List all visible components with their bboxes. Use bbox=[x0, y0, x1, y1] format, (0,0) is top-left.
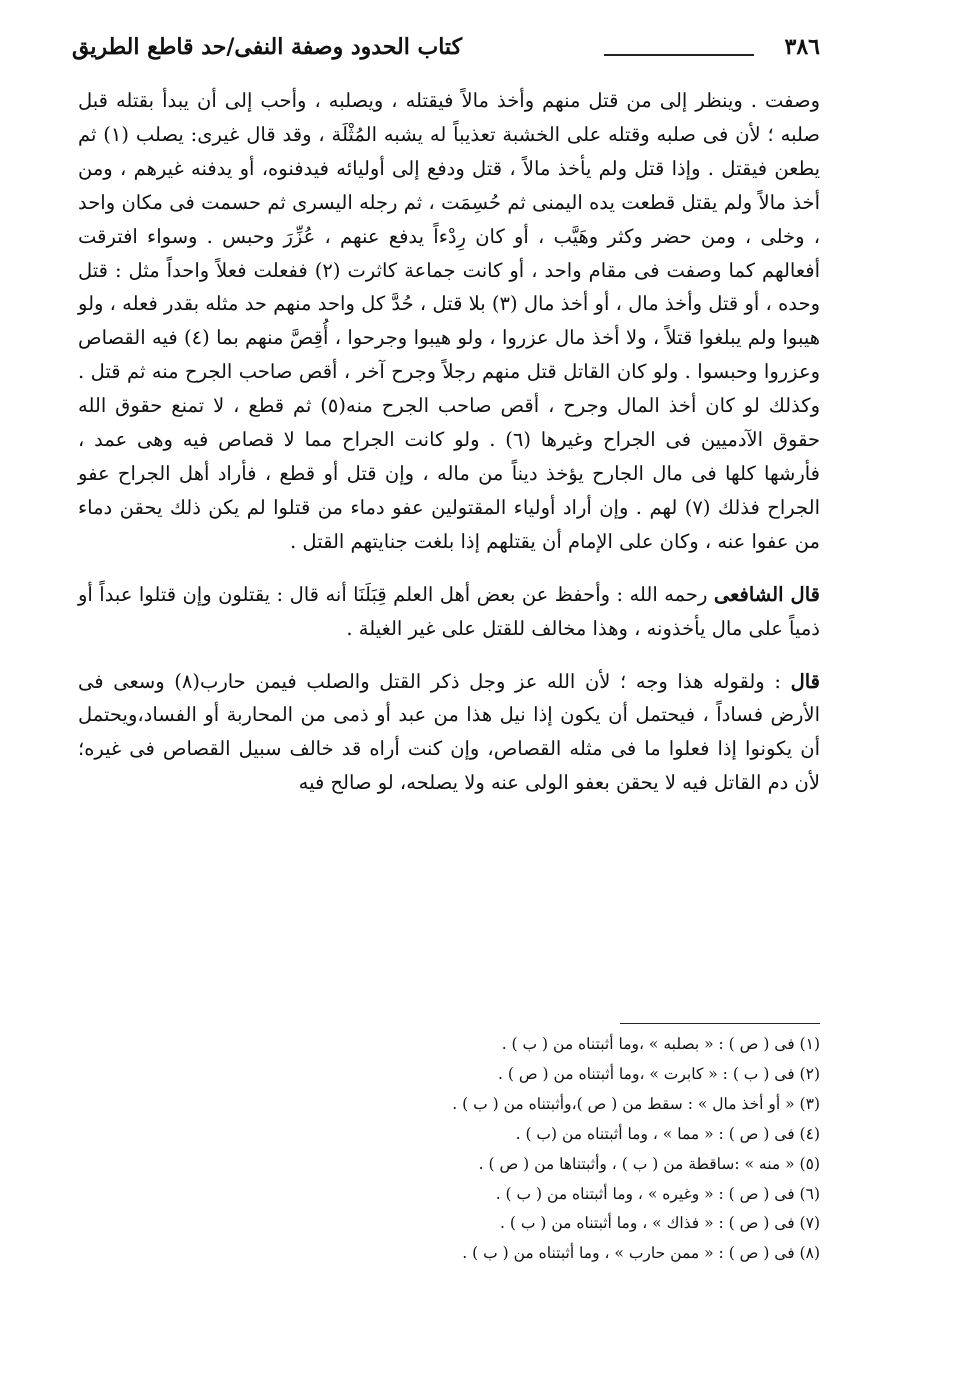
speaker-label: قال bbox=[790, 669, 820, 693]
footnotes bbox=[300, 1030, 820, 1269]
footnote: (١) فى ( ص ) : « بصلبه » ،وما أثبتناه من ( ب ) . bbox=[501, 1035, 820, 1053]
speaker-label: قال الشافعى bbox=[713, 582, 820, 606]
running-header bbox=[72, 34, 820, 74]
paragraph-1 bbox=[78, 84, 820, 559]
main-text bbox=[78, 84, 820, 800]
footnote: (٧) فى ( ص ) : « فذاك » ، وما أثبتناه من ( ب ) . bbox=[500, 1214, 820, 1233]
footnote: (٦) فى ( ص ) : « وغيره » ، وما أثبتناه من ( ب ) . bbox=[495, 1184, 820, 1203]
running-title: كتاب الحدود وصفة النفى/حد قاطع الطريق bbox=[72, 34, 463, 60]
header-rule bbox=[604, 54, 754, 56]
paragraph-text: : ولقوله هذا وجه ؛ لأن الله عز وجل ذكر القتل والصلب فيمن حارب(٨) وسعى فى الأرض فساداً ، فيحتمل أن يكون إذا نيل هذا من عبد أو ذمى من المحاربة أو الفساد،ويحتمل أن يكونوا إذا فعلوا ما فى مثله القصاص، وإن كنت أراه قد خالف سبيل القصاص فى غيره؛ لأن دم القاتل فيه لا يحقن بعفو الولى عنه ولا يصلحه، لو صالح فيه bbox=[78, 669, 820, 795]
footnote: (٢) فى ( ب ) : « كابرت » ،وما أثبتناه من ( ص ) . bbox=[498, 1064, 820, 1083]
footnote: (٤) فى ( ص ) : « مما » ، وما أثبتناه من (ب ) . bbox=[515, 1124, 820, 1143]
paragraph-text: وصفت . وينظر إلى من قتل منهم وأخذ مالاً فيقتله ، ويصلبه ، وأحب إلى أن يبدأ بقتله قبل صلبه ؛ لأن فى صلبه وقتله على الخشبة تعذيباً له يشبه المُثْلَة ، وقد قال غيرى: يصلب (١) ثم يطعن فيقتل . وإذا قتل ولم يأخذ مالاً ، قتل ودفع إلى أوليائه فيدفنوه، أو يدفنه غيرهم ، ومن أخذ مالاً ولم يقتل قطعت يده اليمنى ثم حُسِمَت ، ثم رجله اليسرى ثم حسمت فى مكان واحد ، وخلى ، ومن حضر وكثر وهَيَّب ، أو كان رِدْءاً يدفع عنهم ، عُزِّرَ وحبس . وسواء افترقت أفعالهم كما وصفت فى مقام واحد ، أو كانت جماعة كاثرت (٢) ففعلت فعلاً واحداً مثل : قتل وحده ، أو قتل وأخذ مال ، أو أخذ مال (٣) بلا قتل ، حُدَّ كل واحد منهم حد مثله بقدر فعله ، ولو هيبوا ولم يبلغوا قتلاً ، ولا أخذ مال عزروا ، ولو هيبوا وجرحوا ، أُقِصَّ منهم بما (٤) فيه القصاص وعزروا وحبسوا . ولو كان القاتل قتل منهم رجلاً وجرح آخر ، أقص صاحب الجرح منه ثم قتل . وكذلك لو كان أخذ المال وجرح ، أقص صاحب الجرح منه(٥) ثم قطع ، لا تمنع حقوق الله حقوق الآدميين فى الجراح وغيرها (٦) . ولو كانت الجراح مما لا قصاص فيه وهى عمد ، فأرشها كلها فى مال الجارح يؤخذ ديناً من ماله ، وإن قتل أو قطع ، فأراد أهل الجراح عفو الجراح فذلك (٧) لهم . وإن أراد أولياء المقتولين عفو دماء من قتلوا لم يكن ذلك يحقن دماء من عفوا عنه ، وكان على الإمام أن يقتلهم إذا بلغت جنايتهم القتل . bbox=[78, 89, 821, 553]
footnote: (٨) فى ( ص ) : « ممن حارب » ، وما أثبتناه من ( ب ) . bbox=[462, 1244, 820, 1263]
footnote: (٥) « منه » :ساقطة من ( ب ) ، وأثبتناها من ( ص ) . bbox=[478, 1154, 820, 1173]
paragraph-2 bbox=[78, 578, 820, 646]
paragraph-text: رحمه الله : وأحفظ عن بعض أهل العلم قِبَلَنَا أنه قال : يقتلون وإن قتلوا عبداً أو ذمياً على مال يأخذونه ، وهذا مخالف للقتل على غير الغيلة . bbox=[78, 582, 820, 640]
paragraph-3 bbox=[78, 665, 820, 801]
footnote-rule bbox=[620, 1023, 820, 1024]
footnote: (٣) « أو أخذ مال » : سقط من ( ص )،وأثبتناه من ( ب ) . bbox=[452, 1094, 820, 1113]
page-number: ٣٨٦ bbox=[784, 34, 820, 60]
